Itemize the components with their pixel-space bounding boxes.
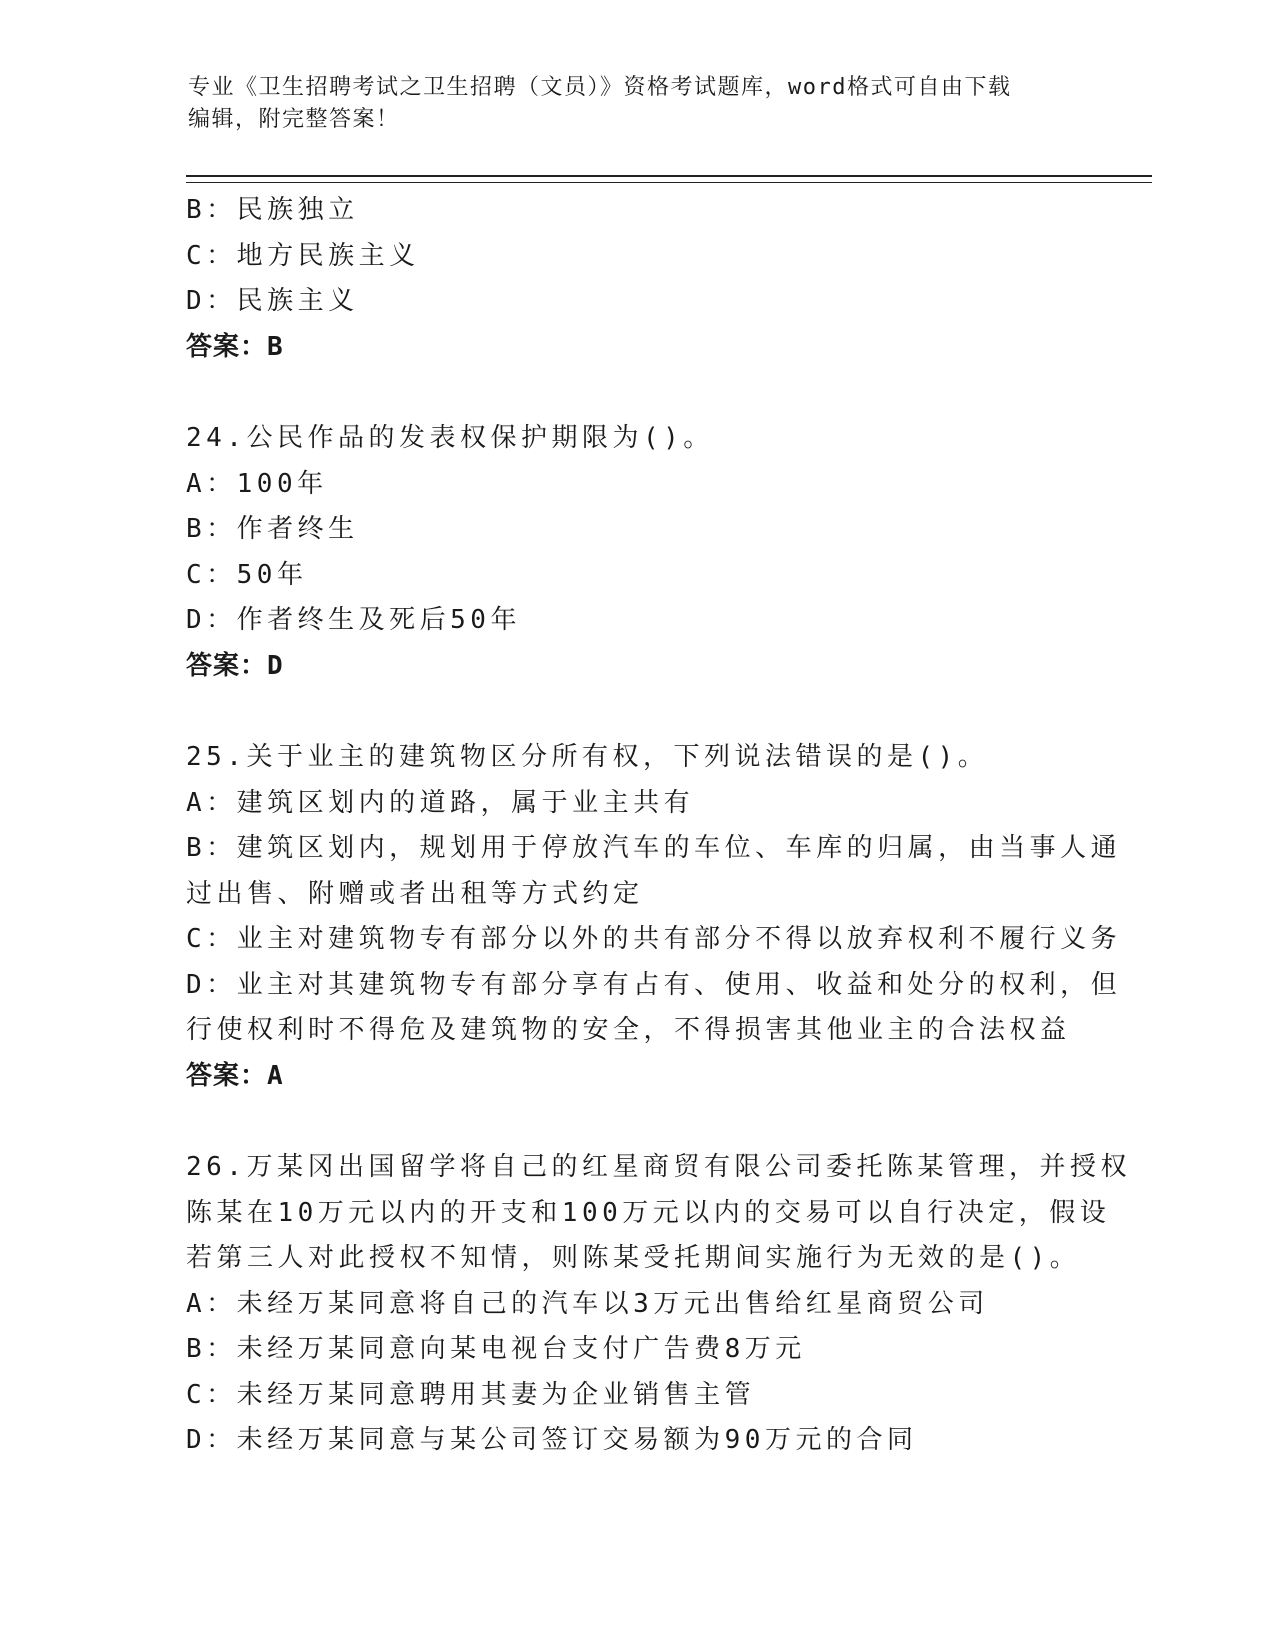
question-text: 若第三人对此授权不知情，则陈某受托期间实施行为无效的是()。 [186,1243,1081,1273]
option-continuation: 过出售、附赠或者出租等方式约定 [186,878,644,909]
answer: 答案：B [186,331,284,362]
header-line: 专业《卫生招聘考试之卫生招聘（文员）》资格考试题库，word格式可自由下载 [188,75,1012,100]
option: B：民族独立 [186,195,359,225]
option: C：50年 [186,559,308,590]
option: C：地方民族主义 [186,240,420,271]
option: B：建筑区划内，规划用于停放汽车的车位、车库的归属，由当事人通 [186,833,1122,863]
option: B：未经万某同意向某电视台支付广告费8万元 [186,1334,806,1364]
question-text: 陈某在10万元以内的开支和100万元以内的交易可以自行决定，假设 [186,1197,1111,1228]
header-line: 编辑，附完整答案！ [188,107,400,132]
question-block [186,188,1086,370]
option: B：作者终生 [186,514,359,544]
question-block [186,735,1122,1099]
question-block [186,1145,1131,1464]
question-text: 24.公民作品的发表权保护期限为()。 [186,423,714,453]
option: D：业主对其建筑物专有部分享有占有、使用、收益和处分的权利，但 [186,969,1122,1000]
question-text: 25.关于业主的建筑物区分所有权，下列说法错误的是()。 [186,742,989,772]
document-header [188,72,1088,136]
question-text: 26.万某冈出国留学将自己的红星商贸有限公司委托陈某管理，并授权 [186,1152,1131,1182]
option: C：未经万某同意聘用其妻为企业销售主管 [186,1379,756,1410]
option: A：建筑区划内的道路，属于业主共有 [186,787,695,818]
question-content [186,188,1131,1464]
option-continuation: 行使权利时不得危及建筑物的安全，不得损害其他业主的合法权益 [186,1015,1071,1045]
option: D：作者终生及死后50年 [186,605,521,635]
option: C：业主对建筑物专有部分以外的共有部分不得以放弃权利不履行义务 [186,924,1122,954]
answer: 答案：D [186,650,284,681]
option: A：未经万某同意将自己的汽车以3万元出售给红星商贸公司 [186,1288,989,1319]
option: A：100年 [186,468,328,499]
header-divider [186,175,1152,177]
answer: 答案：A [186,1060,284,1091]
option: D：民族主义 [186,286,359,316]
header-divider-thin [186,182,1152,183]
question-block [186,416,1086,689]
option: D：未经万某同意与某公司签订交易额为90万元的合同 [186,1425,918,1455]
